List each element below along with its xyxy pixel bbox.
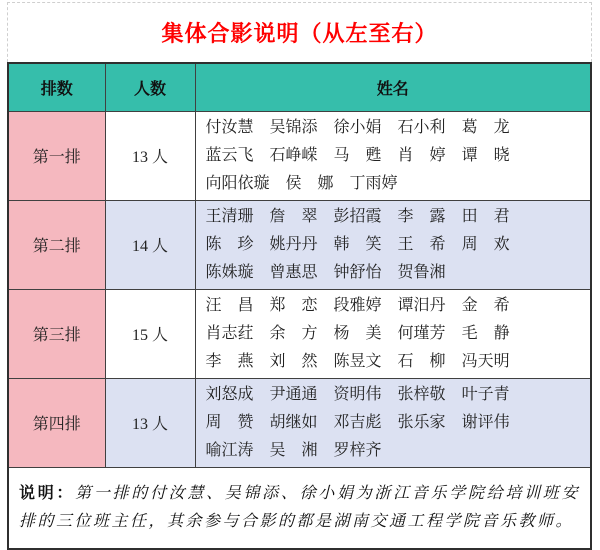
name-line: [206, 259, 585, 287]
person-name: 杨 美: [333, 324, 382, 342]
row-names-cell: [195, 378, 591, 467]
person-name: 叶子青: [461, 385, 510, 403]
name-line: [206, 409, 585, 437]
person-name: 周 赞: [205, 413, 254, 431]
note-text: 第一排的付汝慧、吴锦添、徐小娟为浙江音乐学院给培训班安排的三位班主任，其余参与合影的都是湖南交通工程学院音乐教师。: [19, 484, 580, 530]
person-name: 张乐家: [397, 413, 446, 431]
group-photo-table: [7, 62, 592, 550]
row-label-cell: 第一排: [8, 111, 105, 200]
person-name: 彭招霞: [333, 207, 382, 225]
person-name: 詹 翠: [269, 207, 318, 225]
person-name: 李 露: [397, 207, 446, 225]
header-cell-people-count: 人数: [105, 63, 195, 111]
person-name: 马 甦: [333, 146, 382, 164]
table-body: [8, 111, 591, 467]
header-cell-row-number: 排数: [8, 63, 105, 111]
person-name: 石峥嵘: [269, 146, 318, 164]
person-name: 罗梓齐: [333, 441, 382, 459]
person-name: 谢评伟: [461, 413, 510, 431]
row-label-cell: 第三排: [8, 289, 105, 378]
person-name: 丁雨婷: [349, 174, 398, 192]
person-name: 付汝慧: [205, 118, 254, 136]
person-name: 何瑾芳: [397, 324, 446, 342]
note-cell: [8, 467, 591, 549]
table-header: [8, 63, 591, 111]
person-name: 葛 龙: [461, 118, 510, 136]
note-section: [8, 467, 591, 549]
note-label: 说明：: [19, 484, 76, 502]
person-name: 肖志荭: [205, 324, 254, 342]
person-name: 陈 珍: [205, 235, 254, 253]
table-row: [8, 111, 591, 200]
person-name: 蓝云飞: [205, 146, 254, 164]
person-name: 姚丹丹: [269, 235, 318, 253]
name-line: [206, 381, 585, 409]
person-name: 汪 昌: [205, 296, 254, 314]
person-name: 钟舒怡: [333, 263, 382, 281]
table-row: [8, 378, 591, 467]
table-row: [8, 200, 591, 289]
row-names-cell: [195, 111, 591, 200]
person-name: 石 柳: [397, 352, 446, 370]
name-line: [206, 142, 585, 170]
person-name: 谭 晓: [461, 146, 510, 164]
person-name: 余 方: [269, 324, 318, 342]
document: [7, 2, 592, 550]
name-line: [206, 114, 585, 142]
person-name: 肖 婷: [397, 146, 446, 164]
name-line: [206, 320, 585, 348]
row-names-cell: [195, 200, 591, 289]
person-name: 尹通通: [269, 385, 318, 403]
person-name: 贺鲁湘: [397, 263, 446, 281]
row-count-cell: 13 人: [105, 378, 195, 467]
row-count-cell: 13 人: [105, 111, 195, 200]
person-name: 张梓敬: [397, 385, 446, 403]
person-name: 郑 恋: [269, 296, 318, 314]
person-name: 向阳依璇: [205, 174, 270, 192]
person-name: 金 希: [461, 296, 510, 314]
person-name: 徐小娟: [333, 118, 382, 136]
name-line: [206, 348, 585, 376]
person-name: 毛 静: [461, 324, 510, 342]
row-names-cell: [195, 289, 591, 378]
person-name: 刘怒成: [205, 385, 254, 403]
row-label-cell: 第四排: [8, 378, 105, 467]
name-line: [206, 170, 585, 198]
header-cell-names: 姓名: [195, 63, 591, 111]
person-name: 邓吉彪: [333, 413, 382, 431]
person-name: 王清珊: [205, 207, 254, 225]
name-line: [206, 292, 585, 320]
row-count-cell: 14 人: [105, 200, 195, 289]
person-name: 侯 娜: [285, 174, 334, 192]
page-title: 集体合影说明（从左至右）: [161, 21, 438, 46]
person-name: 田 君: [461, 207, 510, 225]
name-line: [206, 437, 585, 465]
person-name: 韩 笑: [333, 235, 382, 253]
name-line: [206, 231, 585, 259]
table-row: [8, 289, 591, 378]
row-count-cell: 15 人: [105, 289, 195, 378]
person-name: 陈昱文: [333, 352, 382, 370]
person-name: 谭汨丹: [397, 296, 446, 314]
person-name: 喻江涛: [205, 441, 254, 459]
note-row: [8, 467, 591, 549]
person-name: 李 燕: [205, 352, 254, 370]
person-name: 冯天明: [461, 352, 510, 370]
name-line: [206, 203, 585, 231]
person-name: 吴锦添: [269, 118, 318, 136]
person-name: 陈姝璇: [205, 263, 254, 281]
person-name: 资明伟: [333, 385, 382, 403]
person-name: 石小利: [397, 118, 446, 136]
person-name: 刘 然: [269, 352, 318, 370]
person-name: 胡继如: [269, 413, 318, 431]
title-box: [7, 2, 592, 62]
person-name: 王 希: [397, 235, 446, 253]
row-label-cell: 第二排: [8, 200, 105, 289]
person-name: 段雅婷: [333, 296, 382, 314]
person-name: 周 欢: [461, 235, 510, 253]
person-name: 吴 湘: [269, 441, 318, 459]
header-row: [8, 63, 591, 111]
person-name: 曾惠思: [269, 263, 318, 281]
